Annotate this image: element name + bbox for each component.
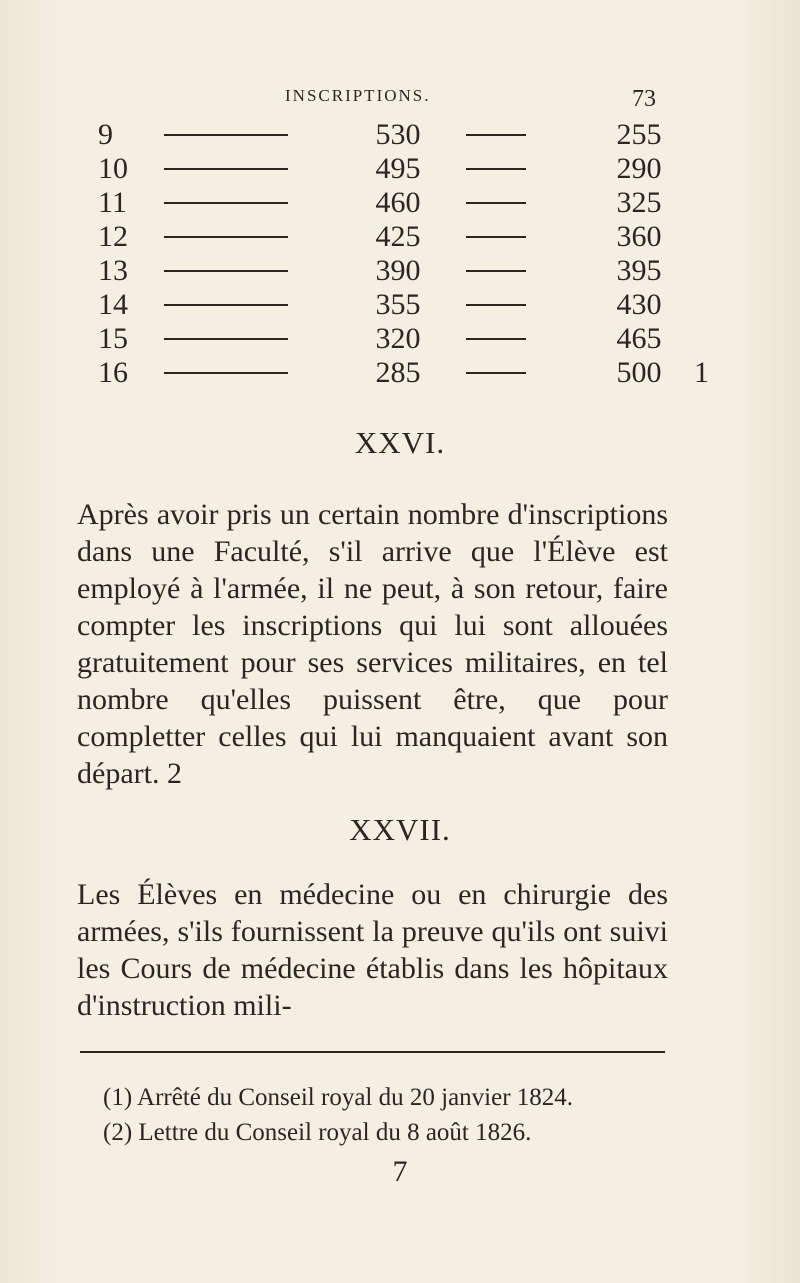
footnote-ref: 1 bbox=[694, 356, 709, 389]
dash-rule bbox=[160, 220, 330, 254]
footnote-ref bbox=[694, 322, 714, 356]
table-row bbox=[98, 186, 714, 220]
footnote-ref bbox=[694, 152, 714, 186]
running-title: INSCRIPTIONS. bbox=[285, 86, 431, 105]
value-second: 325 bbox=[616, 186, 662, 219]
dash-rule bbox=[160, 152, 330, 186]
table-row bbox=[98, 118, 714, 152]
footnote-ref bbox=[694, 254, 714, 288]
row-number: 12 bbox=[98, 220, 128, 253]
footnote-ref bbox=[694, 288, 714, 322]
running-head bbox=[0, 86, 800, 116]
dash-rule bbox=[466, 322, 584, 356]
footnote: (2) Lettre du Conseil royal du 8 août 1826. bbox=[103, 1119, 532, 1146]
table-row bbox=[98, 288, 714, 322]
row-number: 16 bbox=[98, 356, 128, 389]
table-row bbox=[98, 254, 714, 288]
row-number: 11 bbox=[98, 186, 127, 219]
value-first: 355 bbox=[375, 288, 421, 321]
row-number: 15 bbox=[98, 322, 128, 355]
footnote-ref bbox=[694, 220, 714, 254]
value-first: 390 bbox=[375, 254, 421, 287]
section-heading: XXVII. bbox=[349, 812, 451, 847]
dash-rule bbox=[466, 220, 584, 254]
dash-rule bbox=[160, 322, 330, 356]
footnote-ref bbox=[694, 118, 714, 152]
footnote-divider bbox=[80, 1051, 665, 1053]
dash-rule bbox=[466, 152, 584, 186]
value-second: 290 bbox=[616, 152, 662, 185]
value-first: 320 bbox=[375, 322, 421, 355]
value-second: 465 bbox=[616, 322, 662, 355]
dash-rule bbox=[160, 186, 330, 220]
dash-rule bbox=[466, 356, 584, 390]
value-first: 530 bbox=[375, 118, 421, 151]
footnotes bbox=[103, 1080, 683, 1150]
footnote: (1) Arrêté du Conseil royal du 20 janvier 1824. bbox=[103, 1084, 574, 1111]
dash-rule bbox=[160, 288, 330, 322]
signature-mark: 7 bbox=[392, 1155, 408, 1188]
section-paragraph: Les Élèves en médecine ou en chirurgie des armées, s'ils fournissent la preuve qu'ils ont suivi les Cours de médecine établis dans les hôpitaux d'instruction mili- bbox=[77, 878, 668, 1022]
dash-rule bbox=[466, 118, 584, 152]
table-row bbox=[98, 220, 714, 254]
page-number: 73 bbox=[632, 86, 656, 112]
value-second: 395 bbox=[616, 254, 662, 287]
value-second: 255 bbox=[616, 118, 662, 151]
value-second: 430 bbox=[616, 288, 662, 321]
inscriptions-table bbox=[98, 118, 714, 390]
row-number: 10 bbox=[98, 152, 128, 185]
value-first: 425 bbox=[375, 220, 421, 253]
footnote-ref bbox=[694, 186, 714, 220]
dash-rule bbox=[160, 254, 330, 288]
value-second: 500 bbox=[616, 356, 662, 389]
value-first: 285 bbox=[375, 356, 421, 389]
row-number: 13 bbox=[98, 254, 128, 287]
table-row bbox=[98, 356, 714, 390]
value-second: 360 bbox=[616, 220, 662, 253]
value-first: 460 bbox=[375, 186, 421, 219]
value-first: 495 bbox=[375, 152, 421, 185]
dash-rule bbox=[466, 186, 584, 220]
table-row bbox=[98, 322, 714, 356]
section-paragraph: Après avoir pris un certain nombre d'inscriptions dans une Faculté, s'il arrive que l'Élève est employé à l'armée, il ne peut, à son retour, faire compter les inscriptions qui lui sont allouées gratuitement pour ses services militaires, en tel nombre qu'elles puissent être, que pour completter celles qui lui manquaient avant son départ. 2 bbox=[77, 498, 668, 790]
row-number: 9 bbox=[98, 118, 113, 151]
row-number: 14 bbox=[98, 288, 128, 321]
table-row bbox=[98, 152, 714, 186]
section-heading: XXVI. bbox=[354, 425, 446, 460]
dash-rule bbox=[466, 254, 584, 288]
dash-rule bbox=[160, 356, 330, 390]
dash-rule bbox=[466, 288, 584, 322]
dash-rule bbox=[160, 118, 330, 152]
